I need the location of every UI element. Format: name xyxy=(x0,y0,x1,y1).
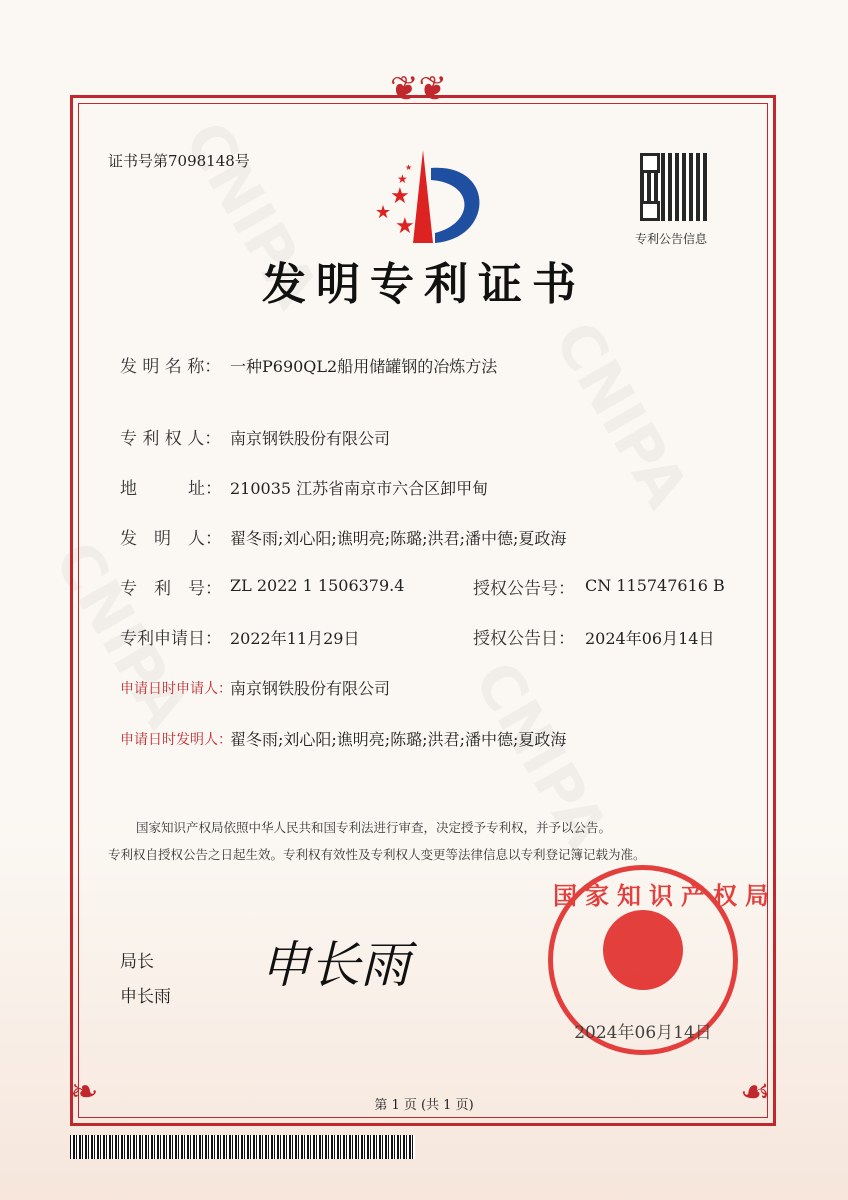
corner-ornament: ❧ xyxy=(70,1072,99,1112)
invention-name-label: 发 明 名 称： xyxy=(120,357,222,377)
inventors-value: 翟冬雨;刘心阳;谯明亮;陈璐;洪君;潘中德;夏政海 xyxy=(230,529,567,548)
patent-no-label: 专 利 号： xyxy=(120,579,222,599)
svg-text:★: ★ xyxy=(390,184,410,209)
filing-date-label: 专利申请日： xyxy=(120,629,222,649)
notice-line-1: 国家知识产权局依照中华人民共和国专利法进行审查，决定授予专利权，并予以公告。 xyxy=(136,820,612,835)
official-seal xyxy=(548,865,777,1055)
pub-no-value: CN 115747616 B xyxy=(585,576,725,595)
patentee-label: 专 利 权 人： xyxy=(120,429,222,449)
svg-text:★: ★ xyxy=(397,172,408,186)
applicant-at-filing-value: 南京钢铁股份有限公司 xyxy=(230,679,391,698)
certificate-number: 证书号第7098148号 xyxy=(108,152,250,170)
notice-line-2: 专利权自授权公告之日起生效。专利权有效性及专利权人变更等法律信息以专利登记簿记载为准。 xyxy=(108,847,646,862)
director-signature: 申长雨 xyxy=(260,936,410,994)
document-title: 发明专利证书 xyxy=(262,259,586,310)
svg-text:★: ★ xyxy=(375,202,392,223)
seal-date: 2024年06月14日 xyxy=(574,1023,712,1043)
pub-date-value: 2024年06月14日 xyxy=(585,629,715,648)
qr-caption: 专利公告信息 xyxy=(635,232,708,246)
pub-no-label: 授权公告号： xyxy=(473,579,575,599)
cnipa-logo xyxy=(365,148,495,248)
address-value: 210035 江苏省南京市六合区卸甲甸 xyxy=(230,479,489,498)
address-label: 地 址： xyxy=(120,479,222,499)
pub-date-label: 授权公告日： xyxy=(473,629,575,649)
national-emblem-icon xyxy=(603,910,683,990)
filing-date-value: 2022年11月29日 xyxy=(230,629,360,648)
top-ornament: ❦❦ xyxy=(390,69,447,109)
director-title: 局长 xyxy=(120,952,154,972)
inventors-label: 发 明 人： xyxy=(120,529,222,549)
inventor-at-filing-label: 申请日时发明人： xyxy=(120,732,232,748)
inventor-at-filing-value: 翟冬雨;刘心阳;谯明亮;陈璐;洪君;潘中德;夏政海 xyxy=(230,730,567,749)
applicant-at-filing-label: 申请日时申请人： xyxy=(120,681,232,697)
corner-ornament: ☙ xyxy=(740,1072,771,1112)
barcode xyxy=(70,1135,415,1159)
page-footer: 第 1 页 (共 1 页) xyxy=(374,1098,474,1113)
qr-code[interactable] xyxy=(640,153,708,221)
patent-no-value: ZL 2022 1 1506379.4 xyxy=(230,576,405,595)
director-name: 申长雨 xyxy=(120,987,171,1007)
seal-text: 国家知识产权局 xyxy=(553,881,777,910)
patentee-value: 南京钢铁股份有限公司 xyxy=(230,429,391,448)
svg-text:★: ★ xyxy=(405,163,413,172)
invention-name-value: 一种P690QL2船用储罐钢的冶炼方法 xyxy=(230,357,498,376)
svg-text:★: ★ xyxy=(395,214,415,239)
